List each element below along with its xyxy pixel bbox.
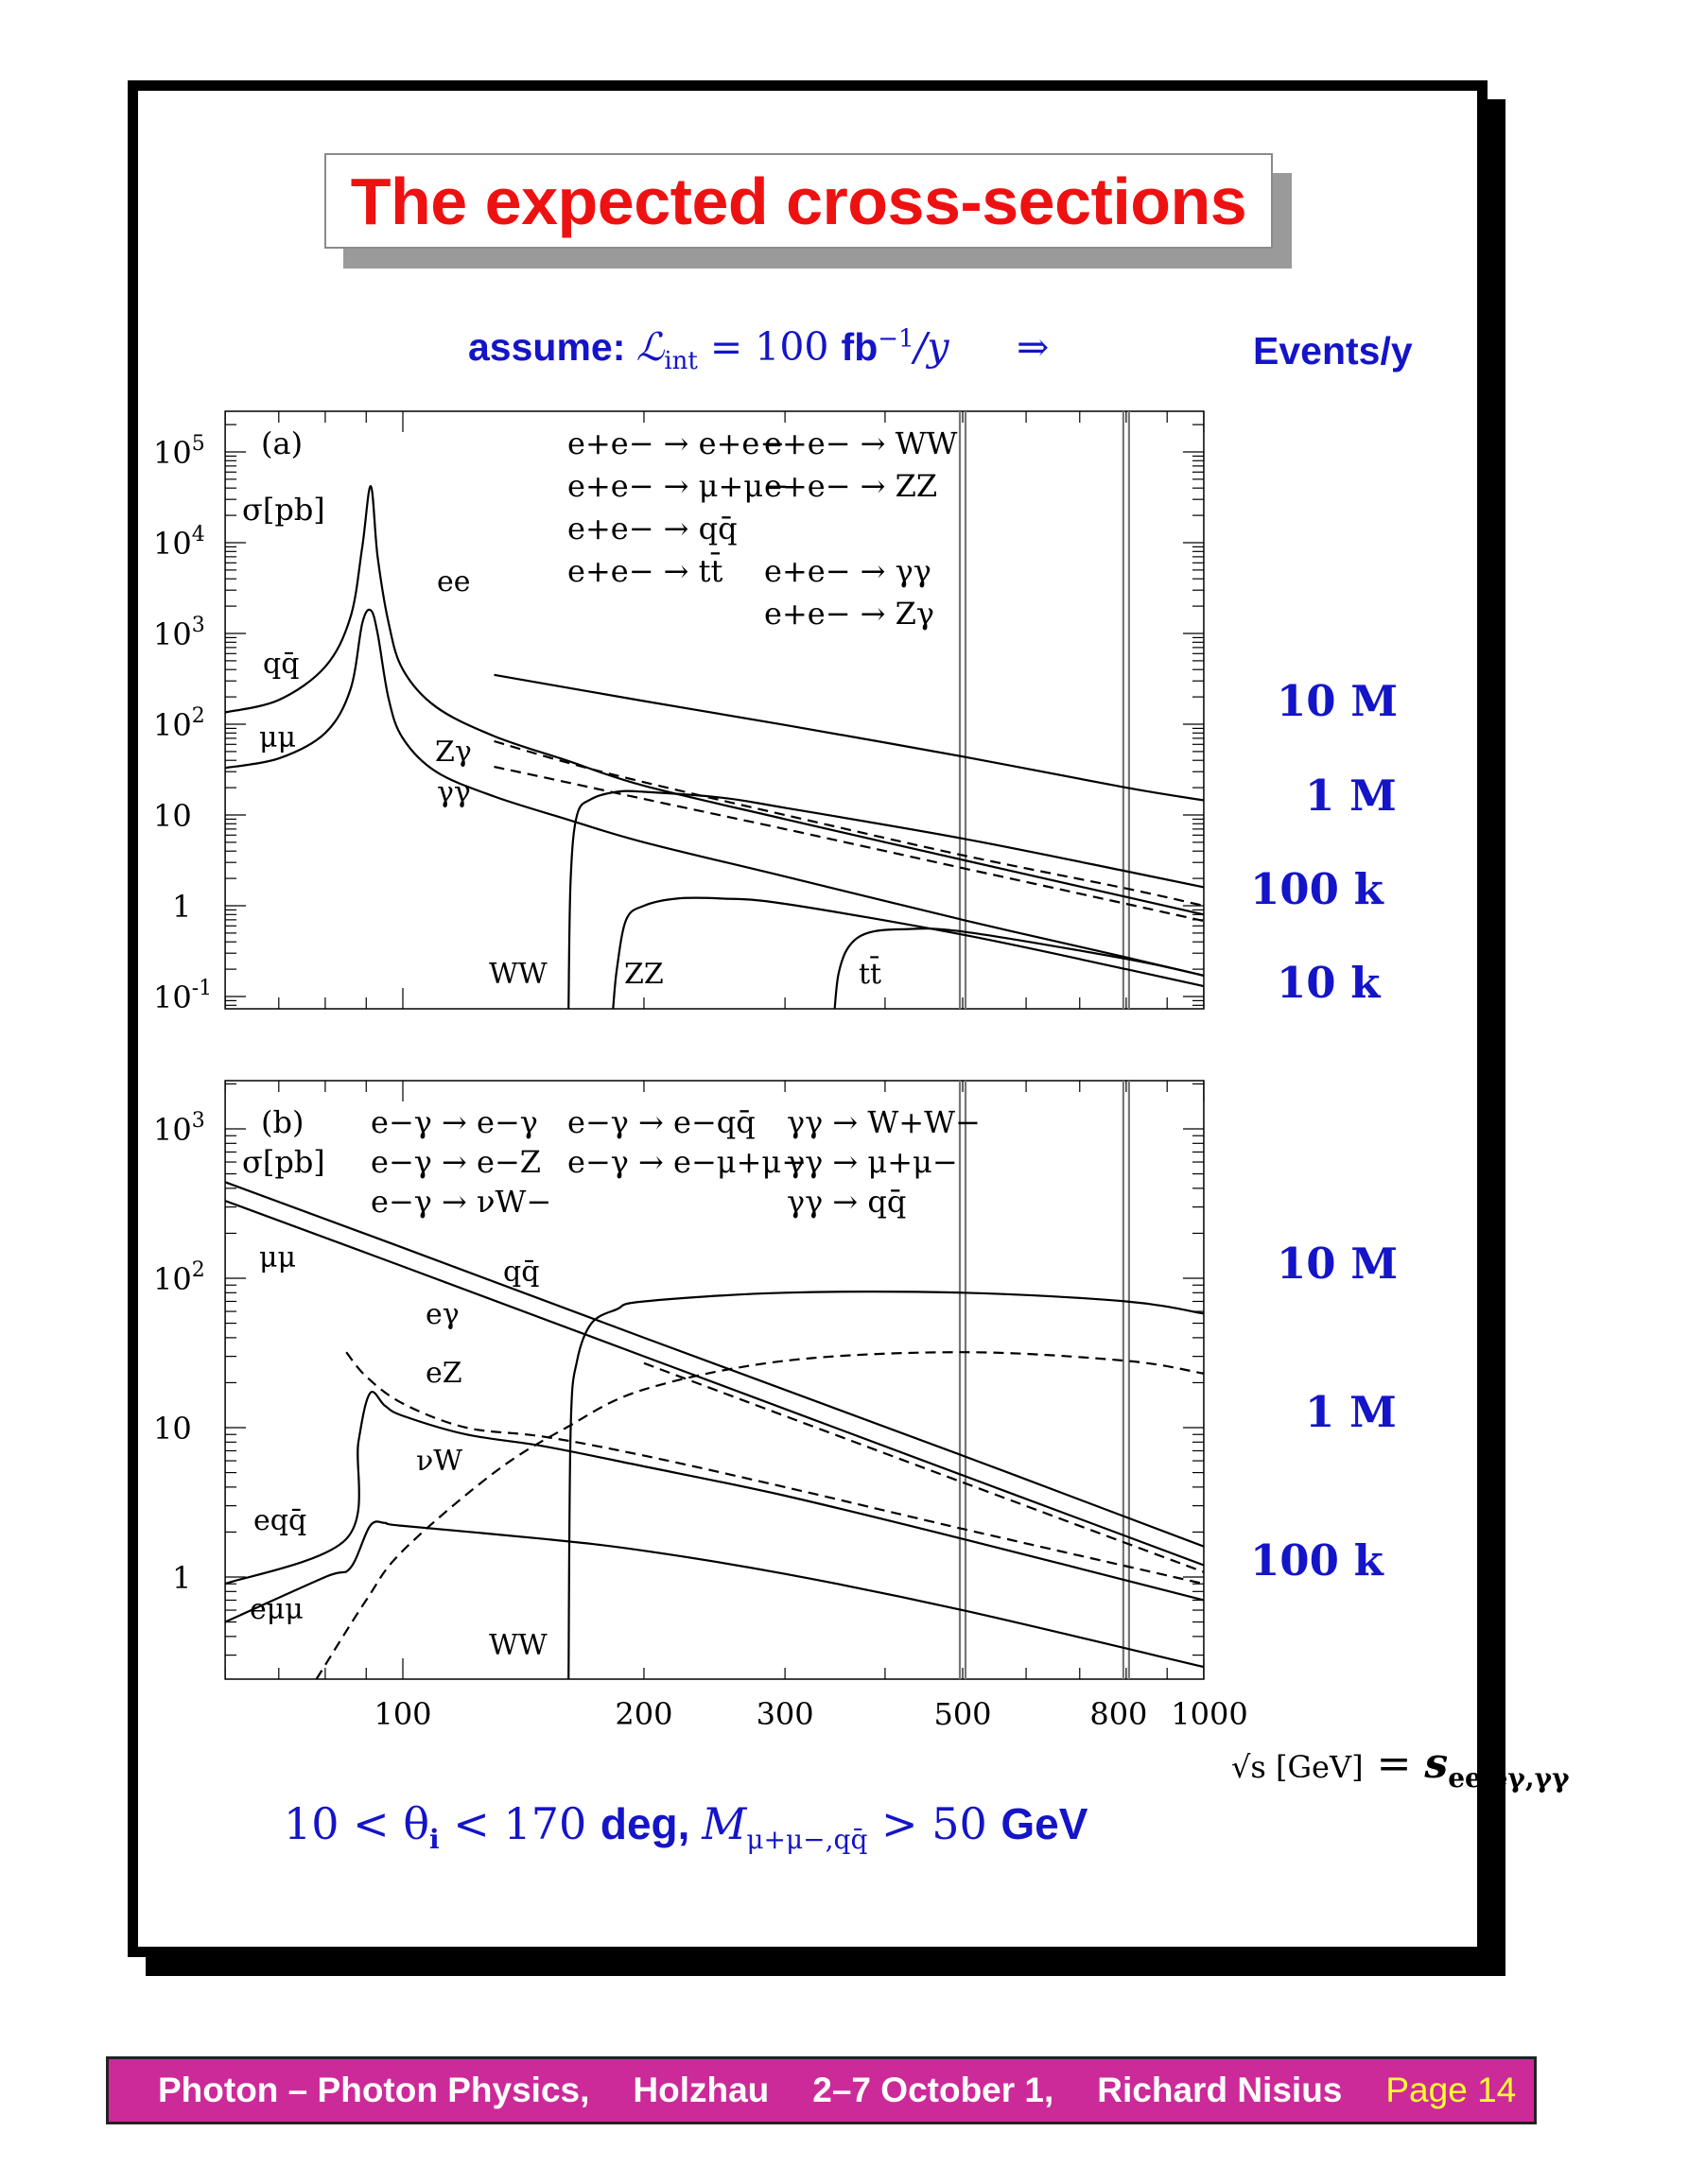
event-label-b-100k: 100 k <box>1250 1535 1383 1586</box>
panel-b-id: (b) <box>261 1104 305 1140</box>
panel-b <box>153 1081 1248 1732</box>
legend-a-2: e+e− → qq̄ <box>567 511 738 546</box>
xb-tick-100: 100 <box>374 1696 432 1732</box>
curve-label-b-mumu: μμ <box>259 1241 296 1274</box>
legend-a-0: e+e− → e+e− <box>567 425 786 461</box>
curve-label-mumu: μμ <box>259 721 296 754</box>
ya-tick-10-m1: $10^{-1}$ <box>153 977 213 1015</box>
footer-title: Photon – Photon Physics, <box>158 2071 590 2109</box>
series-b-0 <box>225 1182 1204 1546</box>
series-b-7 <box>568 1291 1204 1679</box>
ya-tick-10: 10 <box>153 798 192 834</box>
cut-m: M <box>702 1798 747 1849</box>
cut-mid: < 170 <box>439 1798 600 1849</box>
legend-a-5: e+e− → ZZ <box>764 468 938 504</box>
selection-cuts <box>284 1798 1088 1855</box>
curve-label-ee: ee <box>437 565 471 598</box>
legend-a-3: e+e− → tt̄ <box>567 553 723 589</box>
curve-label-qq: qq̄ <box>263 648 300 681</box>
cut-prefix: 10 < θ <box>284 1798 430 1849</box>
panel-a-vertical-lines <box>960 411 1129 1009</box>
legend-b-5: γγ → W+W− <box>787 1104 981 1140</box>
event-label-a-100k: 100 k <box>1250 864 1383 914</box>
footer-bar <box>106 2056 1537 2124</box>
implies-arrow: ⇒ <box>1016 324 1050 370</box>
panel-b-ylabel: σ[pb] <box>242 1144 325 1180</box>
xb-tick-300: 300 <box>756 1696 814 1732</box>
yb-tick-10-2: $10^2$ <box>153 1258 205 1297</box>
assume-math-tail: /y <box>914 324 949 370</box>
cut-sub-i: i <box>429 1824 440 1856</box>
panel-b-vertical-lines <box>960 1081 1129 1679</box>
events-label: Events/y <box>1253 329 1413 373</box>
cut-m-sub: μ+μ−,qq̄ <box>746 1824 868 1856</box>
series-a-3 <box>495 741 1205 906</box>
cut-gev: GeV <box>1001 1799 1088 1848</box>
series-b-2 <box>644 1363 1204 1572</box>
legend-a-1: e+e− → μ+μ− <box>567 468 789 504</box>
assume-exp: −1 <box>878 324 914 354</box>
event-label-b-10M: 10 M <box>1277 1239 1399 1289</box>
event-label-a-10M: 10 M <box>1277 676 1399 726</box>
legend-b-7: γγ → qq̄ <box>787 1184 907 1220</box>
ya-tick-10-2: $10^2$ <box>153 704 205 743</box>
footer-date: 2–7 October 1, <box>812 2071 1054 2109</box>
curve-label-ww: WW <box>489 958 548 991</box>
curve-label-tt: tt̄ <box>859 958 882 991</box>
legend-b-1: e−γ → e−Z <box>371 1144 542 1180</box>
curve-label-b-emumu: eμμ <box>250 1593 304 1626</box>
assume-math-eq: = 100 <box>697 324 842 370</box>
event-label-a-1M: 1 M <box>1305 771 1397 821</box>
legend-a-6: e+e− → γγ <box>764 553 931 589</box>
curve-label-gammagamma: γγ <box>437 776 471 809</box>
ya-tick-10-4: $10^4$ <box>153 523 205 562</box>
panel-a <box>153 411 1204 1015</box>
footer-page: Page 14 <box>1385 2071 1517 2109</box>
slide-title: The expected cross-sections <box>350 164 1247 238</box>
panel-b-curves <box>225 1182 1204 1679</box>
series-a-2 <box>225 610 1204 976</box>
curve-label-b-nuw: νW <box>416 1445 463 1478</box>
sqrt-eq-sign: = <box>1376 1740 1425 1788</box>
xb-tick-200: 200 <box>615 1696 673 1732</box>
assume-math-lhs: ℒ <box>635 324 665 370</box>
ya-tick-10-3: $10^3$ <box>153 614 205 652</box>
legend-a-4: e+e− → WW <box>764 425 958 461</box>
series-a-1 <box>225 486 1204 914</box>
series-a-4 <box>495 767 1205 921</box>
yb-tick-10-3: $10^3$ <box>153 1109 205 1148</box>
xb-tick-500: 500 <box>933 1696 992 1732</box>
yb-tick-10: 10 <box>153 1411 192 1447</box>
curve-label-b-eqq: eqq̄ <box>253 1504 307 1537</box>
curve-label-zgamma: Zγ <box>435 736 472 769</box>
curve-label-b-egamma: eγ <box>426 1298 460 1331</box>
legend-b-6: γγ → μ+μ− <box>787 1144 958 1180</box>
panel-a-ylabel: σ[pb] <box>242 492 325 528</box>
curve-label-b-ww: WW <box>489 1629 548 1662</box>
ya-tick-10-5: $10^5$ <box>153 432 205 471</box>
legend-b-3: e−γ → e−qq̄ <box>567 1104 756 1140</box>
event-label-a-10k: 10 k <box>1277 958 1381 1008</box>
legend-a-7: e+e− → Zγ <box>764 596 935 632</box>
assume-unit: fb <box>841 325 879 369</box>
footer-location: Holzhau <box>633 2071 770 2109</box>
curve-label-b-ez: eZ <box>426 1357 462 1390</box>
panel-a-id: (a) <box>261 425 304 461</box>
sqrt-s-symbol: s <box>1424 1740 1449 1788</box>
yb-tick-1: 1 <box>172 1560 192 1596</box>
assume-label: assume: <box>468 325 626 369</box>
curve-label-b-qq: qq̄ <box>503 1256 540 1289</box>
legend-b-0: e−γ → e−γ <box>371 1104 538 1140</box>
series-b-5 <box>225 1521 1204 1667</box>
assume-math-sub: int <box>664 347 698 376</box>
sqrt-s-sub: ee,eγ,γγ <box>1448 1761 1570 1794</box>
cut-deg: deg, <box>600 1799 690 1848</box>
sqrt-s-axis-label: √s [GeV] <box>1231 1749 1364 1785</box>
xb-tick-1000: 1000 <box>1171 1696 1248 1732</box>
series-a-0 <box>495 675 1205 801</box>
cut-gt: > 50 <box>867 1798 1001 1849</box>
sqrt-s-definition <box>1231 1740 1570 1794</box>
ya-tick-1: 1 <box>172 889 192 925</box>
xb-tick-800: 800 <box>1089 1696 1148 1732</box>
series-a-6 <box>613 898 1204 1009</box>
legend-b-4: e−γ → e−μ+μ− <box>567 1144 807 1180</box>
curve-label-zz: ZZ <box>624 958 664 991</box>
series-a-7 <box>835 928 1204 1009</box>
series-b-4 <box>225 1392 1204 1600</box>
event-label-b-1M: 1 M <box>1305 1387 1397 1437</box>
footer-author: Richard Nisius <box>1097 2071 1343 2109</box>
legend-b-2: e−γ → νW− <box>371 1184 552 1220</box>
